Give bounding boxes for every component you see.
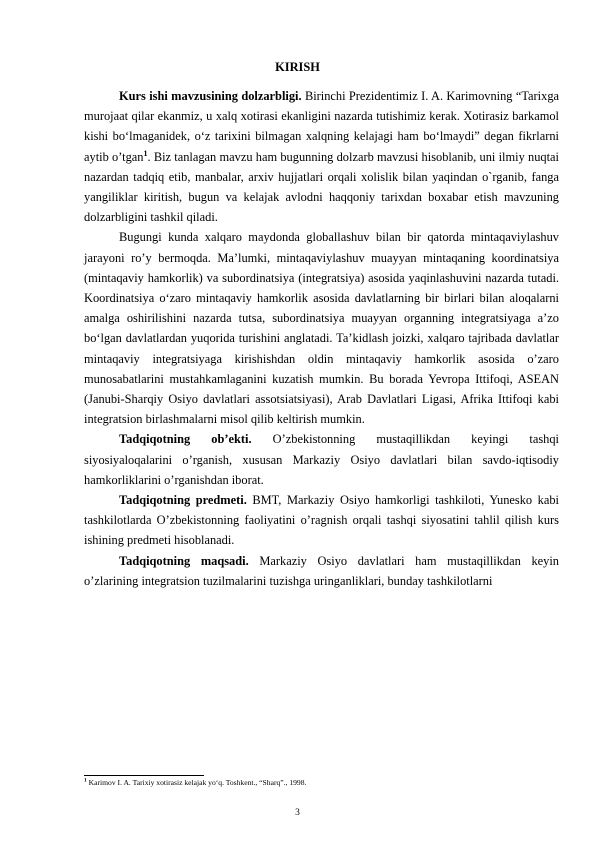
paragraph-text: O’zbekistonning mustaqillikdan keyingi tashqi siyosiyaloqalarini o’rganish, xususan Markaziy Osiyo davlatlari bilan savdo-iqtisodiy hamkorliklarini o’rganishdan iborat. [84,432,559,487]
paragraph-text: . Biz tanlagan mavzu ham bugunning dolzarb mavzusi hisoblanib, uni ilmiy nuqtai nazardan tadqiq etib, manbalar, arxiv hujjatlari orqali xolislik bilan yaqindan o`rganib, fanga yangiliklar kiritish, bugun va kelajak avlodni haqqoniy tarixdan boxabar etish mavzuning dolzarbligini tashkil qiladi. [84,149,559,225]
page-number: 3 [295,808,300,818]
footnote-reference[interactable]: 1 [143,148,148,158]
paragraph-text: Birinchi Prezidentimiz I. A. Karimovning “Tarixga murojaat qilar ekanmiz, u xalq xotirasi ekanligini nazarda tutishimiz kerak. Xotirasiz barkamol kishi bo‘lmaganidek, o‘z tarixini bilmagan xalqning kelajagi ham bo‘lmaydi” degan fikrlarni aytib o’tgan [84,89,560,164]
document-body [84,86,559,591]
paragraph-research-subject [84,490,559,551]
paragraph-relevance [84,86,559,227]
paragraph-lead: Tadqiqotning maqsadi. [119,553,249,568]
paragraph-lead: Kurs ishi mavzusining dolzarbligi. [119,89,302,103]
footnote-separator [84,775,204,776]
paragraph-research-object [84,429,559,490]
paragraph-lead: Tadqiqotning predmeti. [119,493,247,508]
paragraph-lead: Tadqiqotning ob’ekti. [119,432,252,447]
footnote [84,778,559,788]
paragraph-regionalization: Bugungi kunda xalqaro maydonda globallashuv bilan bir qatorda mintaqaviylashuv jarayoni ro’y bermoqda. Ma’lumki, mintaqaviylashuv muayyan mintaqaning koordinatsiya (mintaqaviy hamkorlik) va subordinatsiya (integratsiya) asosida yaqinlashuvini nazarda tutadi. Koordinatsiya o‘zaro mintaqaviy hamkorlik asosida davlatlarning bir birlari bilan aloqalarni amalga oshirilishini nazarda tutsa, subordinatsiya muayyan organning integratsiyaga a’zo bo‘lgan davlatlardan yuqorida turishini anglatadi. Ta’kidlash joizki, xalqaro tajribada davlatlar mintaqaviy integratsiyaga kirishishdan oldin mintaqaviy hamkorlik asosida o’zaro munosabatlarini mustahkamlaganini kuzatish mumkin. Bu borada Yevropa Ittifoqi, ASEAN (Janubi-Sharqiy Osiyo davlatlari assotsiatsiyasi), Arab Davlatlari Ligasi, Afrika Ittifoqi kabi integratsion birlashmalarni misol qilib keltirish mumkin. [84,230,559,427]
paragraph-text: Markaziy Osiyo davlatlari ham mustaqillikdan keyin o’zlarining integratsion tuzilmalarini tuzishga uringanliklari, bunday tashkilotlarni [84,553,559,588]
page-title: KIRISH [275,60,320,74]
paragraph-text: BMT, Markaziy Osiyo hamkorligi tashkiloti, Yunesko kabi tashkilotlarda O’zbekistonning faoliyatini o’ragnish orqali tashqi siyosatini tahlil qilish kurs ishining predmeti hisoblanadi. [84,493,559,548]
paragraph-research-goal [84,551,559,591]
footnote-marker: 1 [84,777,87,784]
footnote-text: Karimov I. A. Tarixiy xotirasiz kelajak yo‘q. Toshkent., “Sharq”., 1998. [86,778,307,787]
